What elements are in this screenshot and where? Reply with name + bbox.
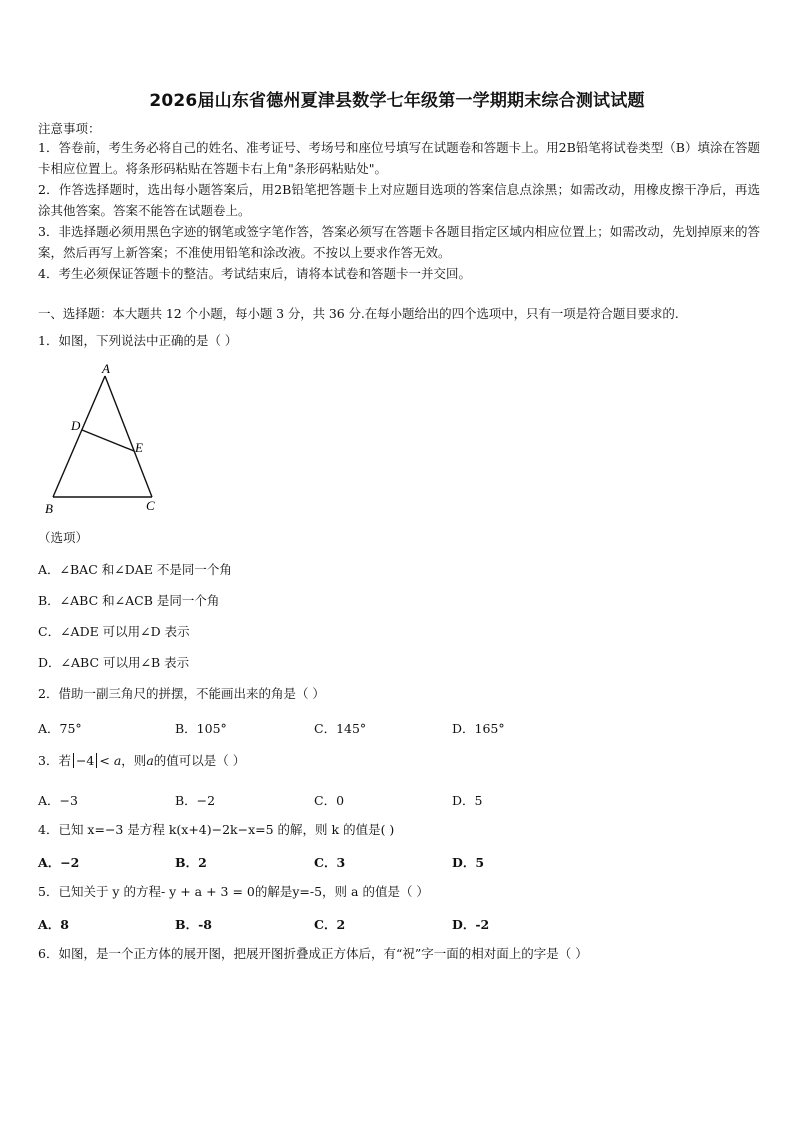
label-b: B — [45, 501, 53, 516]
q3-stem-end: 的值可以是（ ） — [153, 753, 246, 768]
q1-options-label: （选项） — [38, 530, 89, 545]
q1-option-c: C．∠ADE 可以用∠D 表示 — [38, 624, 190, 639]
notice-item-3: 3．非选择题必须用黑色字迹的钢笔或签字笔作答，答案必须写在答题卡各题目指定区域内相应位置上；如需改动，先划掉原来的答案，然后再写上新答案；不准使用铅笔和涂改液。不按以上要求作答无效。 — [38, 224, 760, 260]
notice-item-4: 4．考生必须保证答题卡的整洁。考试结束后，请将本试卷和答题卡一并交回。 — [38, 266, 471, 281]
q6-stem: 6．如图，是一个正方体的展开图，把展开图折叠成正方体后，有“祝”字一面的相对面上的字是（ ） — [38, 946, 588, 961]
q3-stem-suffix: ，则 — [121, 753, 147, 768]
q2-option-b: B．105° — [175, 721, 227, 736]
q4-option-a: A．−2 — [38, 855, 80, 870]
q5-option-b: B．-8 — [175, 917, 212, 932]
q1-option-a: A．∠BAC 和∠DAE 不是同一个角 — [38, 562, 232, 577]
q1-stem: 1．如图，下列说法中正确的是（ ） — [38, 333, 238, 348]
q3-option-c: C．0 — [314, 793, 345, 808]
section-heading: 一、选择题：本大题共 12 个小题，每小题 3 分，共 36 分.在每小题给出的四个选项中，只有一项是符合题目要求的. — [38, 306, 679, 321]
triangle-figure — [40, 360, 170, 520]
label-e: E — [135, 440, 143, 455]
label-d: D — [71, 418, 81, 433]
q3-variable: a — [146, 753, 154, 768]
q4-option-c: C．3 — [314, 855, 346, 870]
q3-option-a: A．−3 — [38, 793, 78, 808]
q5-option-a: A．8 — [38, 917, 69, 932]
notice-item-2: 2．作答选择题时，选出每小题答案后，用2B铅笔把答题卡上对应题目选项的答案信息点涂黑；如需改动，用橡皮擦干净后，再选涂其他答案。答案不能答在试题卷上。 — [38, 182, 760, 218]
q5-option-c: C．2 — [314, 917, 346, 932]
q2-option-c: C．145° — [314, 721, 367, 736]
q4-option-b: B．2 — [175, 855, 207, 870]
q3-stem-prefix: 3．若 — [38, 753, 71, 768]
q4-stem: 4．已知 x=−3 是方程 k(x+4)−2k−x=5 的解，则 k 的值是( ) — [38, 822, 395, 837]
q3-absolute-value: −4 — [73, 753, 97, 768]
q3-option-b: B．−2 — [175, 793, 216, 808]
label-a: A — [102, 361, 110, 376]
q1-option-b: B．∠ABC 和∠ACB 是同一个角 — [38, 593, 220, 608]
exam-title: 2026届山东省德州夏津县数学七年级第一学期期末综合测试试题 — [149, 91, 645, 111]
q1-option-d: D．∠ABC 可以用∠B 表示 — [38, 655, 190, 670]
q2-option-a: A．75° — [38, 721, 82, 736]
q5-stem: 5．已知关于 y 的方程- y + a + 3 = 0的解是y=-5，则 a 的值是（ ） — [38, 884, 429, 899]
q4-option-d: D．5 — [452, 855, 485, 870]
q3-option-d: D．5 — [452, 793, 483, 808]
side-ac — [105, 376, 152, 497]
q2-stem: 2．借助一副三角尺的拼摆，不能画出来的角是（ ） — [38, 686, 325, 701]
q3-stem — [38, 753, 760, 769]
label-c: C — [146, 498, 155, 513]
q5-option-d: D．-2 — [452, 917, 490, 932]
q2-option-d: D．165° — [452, 721, 505, 736]
segment-de — [82, 430, 134, 451]
q3-inequality: < a — [99, 753, 122, 768]
notice-heading: 注意事项： — [38, 121, 101, 136]
notice-item-1: 1．答卷前，考生务必将自己的姓名、准考证号、考场号和座位号填写在试题卷和答题卡上。用2B铅笔将试卷类型（B）填涂在答题卡相应位置上。将条形码粘贴在答题卡右上角"条形码粘贴处"。 — [38, 140, 760, 176]
